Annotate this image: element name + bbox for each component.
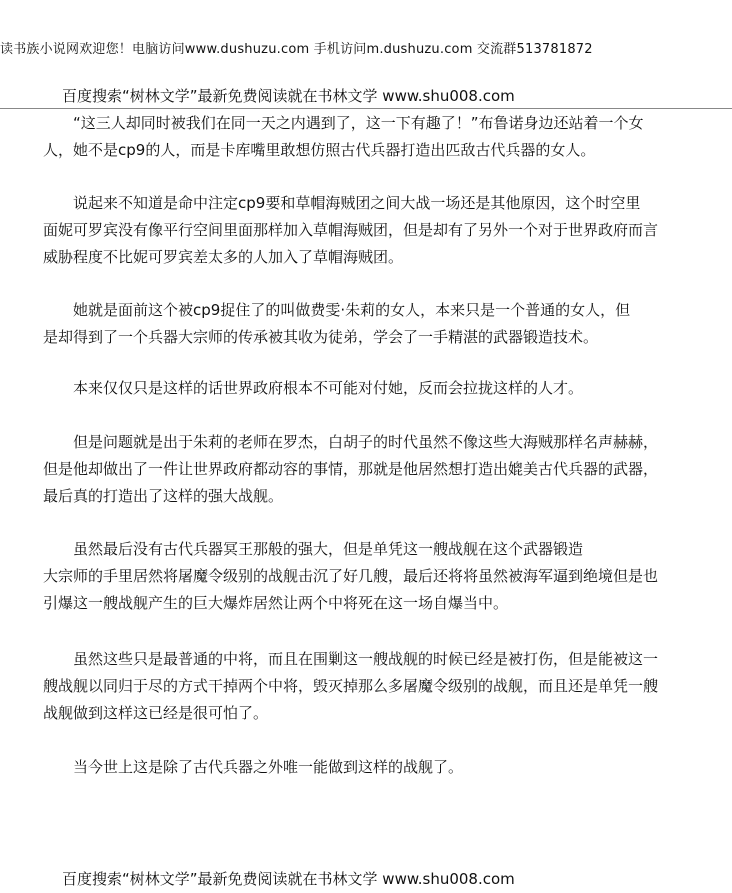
paragraph-spacer [43, 402, 723, 429]
paragraph-5: 但是问题就是出于朱莉的老师在罗杰，白胡子的时代虽然不像这些大海贼那样名声赫赫， 但是他却做出了一件让世界政府都动容的事情，那就是他居然想打造出媲美古代兵器的武器， 最后真的打造出了这样的强大战舰。 [43, 433, 659, 505]
chapter-body [43, 110, 723, 781]
promo-line-top: 百度搜索“树林文学”最新免费阅读就在书林文学 www.shu008.com [62, 87, 515, 105]
paragraph-3: 她就是面前这个被cp9捉住了的叫做费雯·朱莉的女人，本来只是一个普通的女人，但 是却得到了一个兵器大宗师的传承被其收为徒弟，学会了一手精湛的武器锻造技术。 [43, 301, 631, 346]
paragraph-spacer [43, 164, 723, 190]
divider-line [0, 108, 732, 109]
paragraph-2: 说起来不知道是命中注定cp9要和草帽海贼团之间大战一场还是其他原因，这个时空里 面妮可罗宾没有像平行空间里面那样加入草帽海贼团，但是却有了另外一个对于世界政府而言 威胁程度不比妮可罗宾差太多的人加入了草帽海贼团。 [43, 194, 659, 266]
paragraph-spacer [43, 510, 723, 536]
promo-line-bottom: 百度搜索“树林文学”最新免费阅读就在书林文学 www.shu008.com [62, 870, 515, 888]
paragraph-7: 虽然这些只是最普通的中将，而且在围剿这一艘战舰的时候已经是被打伤，但是能被这一 艘战舰以同归于尽的方式干掉两个中将，毁灭掉那么多屠魔令级别的战舰，而且还是单凭一艘 战舰做到这样这已经是很可怕了。 [43, 650, 659, 722]
paragraph-spacer [43, 617, 723, 646]
site-banner: 读书族小说网欢迎您！电脑访问www.dushuzu.com 手机访问m.dushuzu.com 交流群513781872 [0, 42, 593, 57]
paragraph-1: “这三人却同时被我们在同一天之内遇到了，这一下有趣了！”布鲁诺身边还站着一个女 人，她不是cp9的人，而是卡库嘴里敢想仿照古代兵器打造出匹敌古代兵器的女人。 [43, 114, 644, 159]
paragraph-8: 当今世上这是除了古代兵器之外唯一能做到这样的战舰了。 [43, 758, 464, 776]
paragraph-spacer [43, 727, 723, 754]
paragraph-4: 本来仅仅只是这样的话世界政府根本不可能对付她，反而会拉拢这样的人才。 [43, 379, 584, 397]
paragraph-spacer [43, 351, 723, 375]
paragraph-6: 虽然最后没有古代兵器冥王那般的强大，但是单凭这一艘战舰在这个武器锻造 大宗师的手里居然将屠魔令级别的战舰击沉了好几艘，最后还将将虽然被海军逼到绝境但是也 引爆这一艘战舰产生的巨大爆炸居然让两个中将死在这一场自爆当中。 [43, 540, 659, 612]
paragraph-spacer [43, 271, 723, 297]
